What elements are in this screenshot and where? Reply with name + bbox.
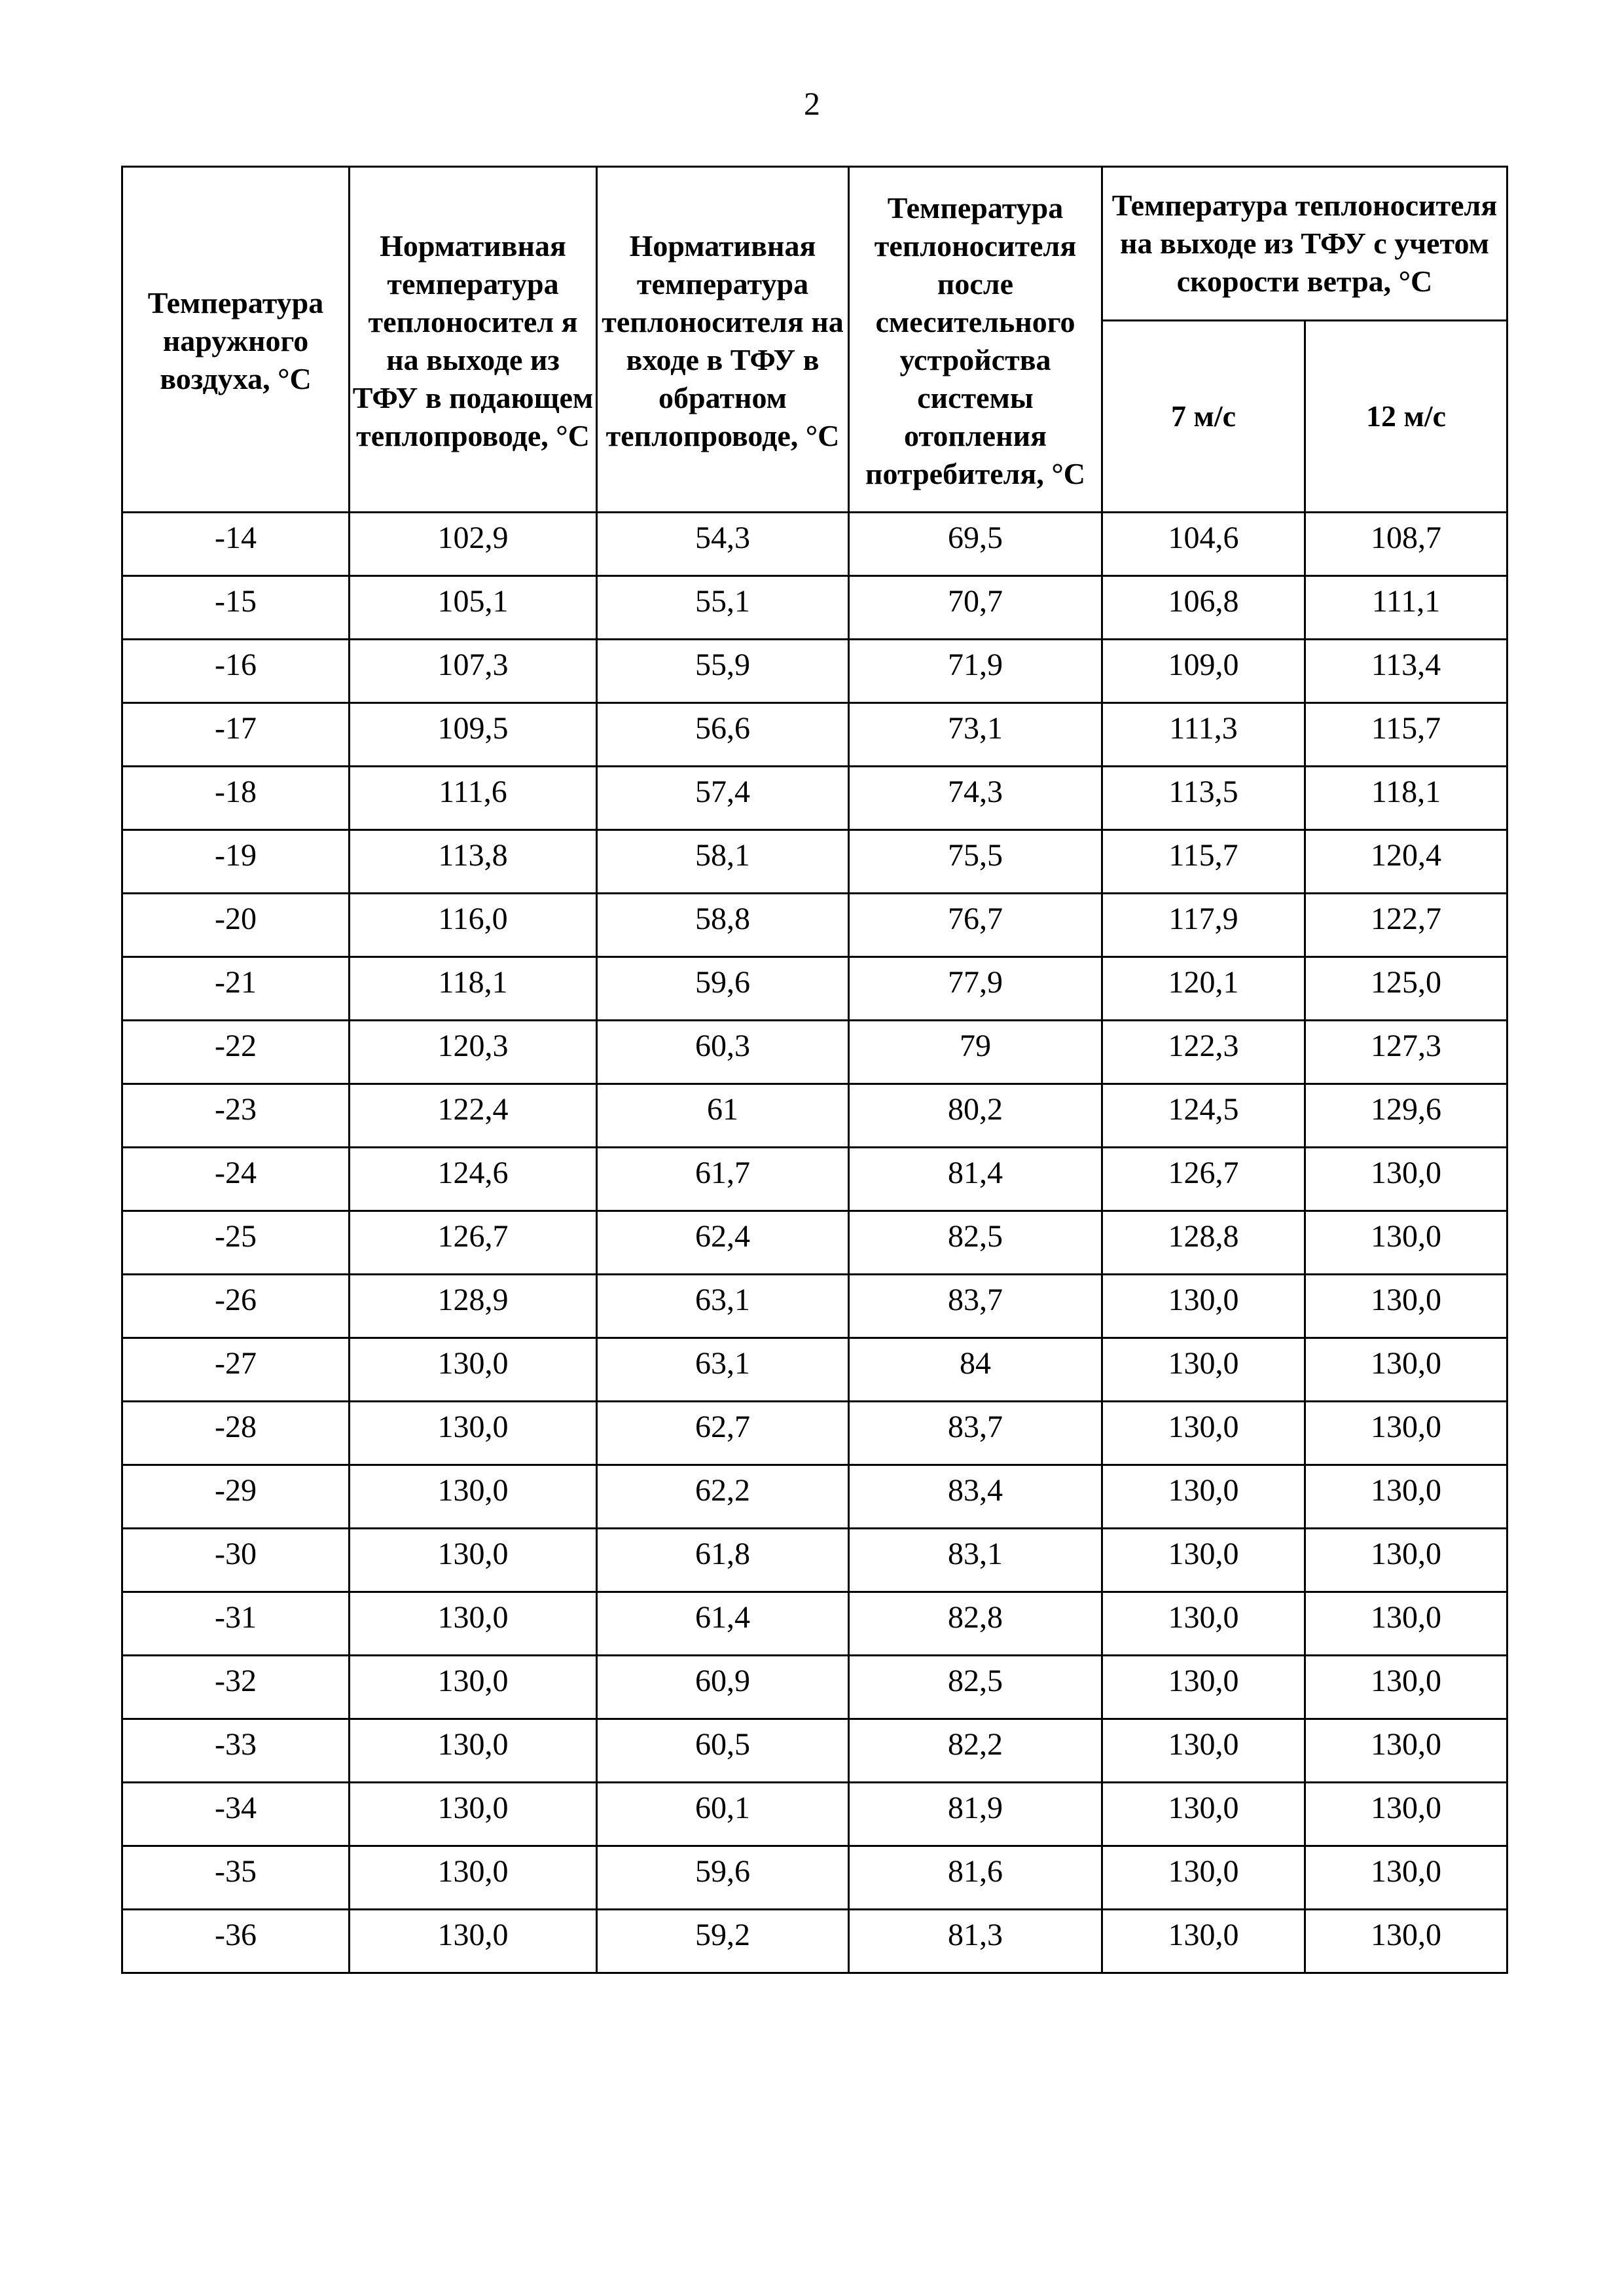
cell-supply-norm: 109,5 (350, 703, 597, 767)
page-number: 2 (804, 85, 820, 122)
cell-after-mixer: 75,5 (849, 830, 1102, 894)
table-row (122, 767, 1507, 830)
cell-return-norm: 55,9 (597, 640, 849, 703)
cell-wind-7: 115,7 (1102, 830, 1305, 894)
cell-outdoor-temp: -34 (122, 1783, 350, 1846)
table-row (122, 1275, 1507, 1338)
table-row (122, 1211, 1507, 1275)
cell-wind-7: 130,0 (1102, 1592, 1305, 1656)
cell-outdoor-temp: -32 (122, 1656, 350, 1719)
cell-wind-12: 130,0 (1305, 1529, 1507, 1592)
cell-after-mixer: 83,7 (849, 1275, 1102, 1338)
cell-supply-norm: 102,9 (350, 513, 597, 576)
cell-supply-norm: 126,7 (350, 1211, 597, 1275)
cell-return-norm: 59,6 (597, 957, 849, 1021)
cell-wind-7: 130,0 (1102, 1719, 1305, 1783)
cell-outdoor-temp: -31 (122, 1592, 350, 1656)
cell-return-norm: 57,4 (597, 767, 849, 830)
cell-outdoor-temp: -20 (122, 894, 350, 957)
cell-after-mixer: 82,5 (849, 1211, 1102, 1275)
cell-outdoor-temp: -15 (122, 576, 350, 640)
cell-return-norm: 60,5 (597, 1719, 849, 1783)
cell-wind-12: 130,0 (1305, 1402, 1507, 1465)
cell-wind-12: 130,0 (1305, 1656, 1507, 1719)
cell-outdoor-temp: -25 (122, 1211, 350, 1275)
cell-wind-7: 113,5 (1102, 767, 1305, 830)
cell-after-mixer: 79 (849, 1021, 1102, 1084)
table-row (122, 1783, 1507, 1846)
header-wind-7: 7 м/с (1102, 321, 1305, 513)
table-row (122, 1084, 1507, 1148)
cell-return-norm: 58,8 (597, 894, 849, 957)
cell-outdoor-temp: -19 (122, 830, 350, 894)
cell-supply-norm: 130,0 (350, 1783, 597, 1846)
cell-wind-7: 117,9 (1102, 894, 1305, 957)
cell-wind-7: 130,0 (1102, 1402, 1305, 1465)
header-return-norm: Нормативная температура теплоносителя на входе в ТФУ в обратном теплопроводе, °С (597, 167, 849, 513)
cell-wind-7: 126,7 (1102, 1148, 1305, 1211)
cell-after-mixer: 76,7 (849, 894, 1102, 957)
temperature-table (121, 166, 1508, 1974)
table-row (122, 1719, 1507, 1783)
cell-supply-norm: 124,6 (350, 1148, 597, 1211)
cell-supply-norm: 128,9 (350, 1275, 597, 1338)
cell-outdoor-temp: -24 (122, 1148, 350, 1211)
cell-wind-12: 130,0 (1305, 1592, 1507, 1656)
table-body (122, 513, 1507, 1973)
cell-wind-7: 130,0 (1102, 1529, 1305, 1592)
cell-outdoor-temp: -35 (122, 1846, 350, 1910)
cell-return-norm: 61,7 (597, 1148, 849, 1211)
cell-after-mixer: 83,1 (849, 1529, 1102, 1592)
cell-wind-7: 106,8 (1102, 576, 1305, 640)
cell-supply-norm: 116,0 (350, 894, 597, 957)
cell-wind-7: 120,1 (1102, 957, 1305, 1021)
cell-return-norm: 59,2 (597, 1910, 849, 1973)
cell-return-norm: 62,7 (597, 1402, 849, 1465)
cell-wind-12: 130,0 (1305, 1465, 1507, 1529)
table-row (122, 513, 1507, 576)
cell-wind-7: 130,0 (1102, 1910, 1305, 1973)
cell-wind-7: 111,3 (1102, 703, 1305, 767)
table-row (122, 830, 1507, 894)
cell-wind-12: 130,0 (1305, 1211, 1507, 1275)
cell-return-norm: 60,9 (597, 1656, 849, 1719)
cell-supply-norm: 113,8 (350, 830, 597, 894)
cell-return-norm: 61 (597, 1084, 849, 1148)
cell-wind-7: 130,0 (1102, 1656, 1305, 1719)
cell-outdoor-temp: -21 (122, 957, 350, 1021)
cell-wind-12: 118,1 (1305, 767, 1507, 830)
table-row (122, 640, 1507, 703)
cell-wind-7: 130,0 (1102, 1275, 1305, 1338)
cell-after-mixer: 69,5 (849, 513, 1102, 576)
cell-supply-norm: 111,6 (350, 767, 597, 830)
cell-supply-norm: 122,4 (350, 1084, 597, 1148)
cell-wind-7: 122,3 (1102, 1021, 1305, 1084)
cell-outdoor-temp: -23 (122, 1084, 350, 1148)
table-row (122, 1021, 1507, 1084)
cell-return-norm: 61,8 (597, 1529, 849, 1592)
cell-outdoor-temp: -27 (122, 1338, 350, 1402)
cell-outdoor-temp: -36 (122, 1910, 350, 1973)
cell-outdoor-temp: -17 (122, 703, 350, 767)
cell-after-mixer: 74,3 (849, 767, 1102, 830)
table-row (122, 1910, 1507, 1973)
cell-return-norm: 56,6 (597, 703, 849, 767)
cell-wind-7: 109,0 (1102, 640, 1305, 703)
cell-after-mixer: 80,2 (849, 1084, 1102, 1148)
cell-wind-12: 130,0 (1305, 1148, 1507, 1211)
cell-outdoor-temp: -29 (122, 1465, 350, 1529)
header-wind-12: 12 м/с (1305, 321, 1507, 513)
cell-supply-norm: 105,1 (350, 576, 597, 640)
cell-supply-norm: 130,0 (350, 1402, 597, 1465)
table-row (122, 1465, 1507, 1529)
cell-outdoor-temp: -30 (122, 1529, 350, 1592)
cell-supply-norm: 107,3 (350, 640, 597, 703)
cell-after-mixer: 82,2 (849, 1719, 1102, 1783)
cell-wind-7: 130,0 (1102, 1783, 1305, 1846)
cell-wind-7: 130,0 (1102, 1338, 1305, 1402)
table-row (122, 1529, 1507, 1592)
cell-after-mixer: 84 (849, 1338, 1102, 1402)
cell-wind-7: 124,5 (1102, 1084, 1305, 1148)
cell-return-norm: 60,1 (597, 1783, 849, 1846)
cell-return-norm: 54,3 (597, 513, 849, 576)
table-row (122, 1338, 1507, 1402)
cell-after-mixer: 73,1 (849, 703, 1102, 767)
cell-return-norm: 63,1 (597, 1275, 849, 1338)
cell-supply-norm: 130,0 (350, 1719, 597, 1783)
cell-supply-norm: 130,0 (350, 1910, 597, 1973)
cell-wind-12: 120,4 (1305, 830, 1507, 894)
cell-wind-12: 115,7 (1305, 703, 1507, 767)
cell-wind-12: 113,4 (1305, 640, 1507, 703)
table-row (122, 703, 1507, 767)
table-row (122, 576, 1507, 640)
cell-after-mixer: 71,9 (849, 640, 1102, 703)
cell-after-mixer: 82,5 (849, 1656, 1102, 1719)
cell-supply-norm: 130,0 (350, 1592, 597, 1656)
cell-outdoor-temp: -16 (122, 640, 350, 703)
cell-after-mixer: 70,7 (849, 576, 1102, 640)
cell-return-norm: 62,4 (597, 1211, 849, 1275)
cell-wind-12: 127,3 (1305, 1021, 1507, 1084)
cell-after-mixer: 83,4 (849, 1465, 1102, 1529)
cell-supply-norm: 130,0 (350, 1338, 597, 1402)
cell-supply-norm: 130,0 (350, 1465, 597, 1529)
cell-after-mixer: 81,9 (849, 1783, 1102, 1846)
cell-after-mixer: 77,9 (849, 957, 1102, 1021)
cell-outdoor-temp: -26 (122, 1275, 350, 1338)
table-row (122, 1592, 1507, 1656)
cell-wind-12: 130,0 (1305, 1783, 1507, 1846)
cell-supply-norm: 118,1 (350, 957, 597, 1021)
cell-wind-12: 111,1 (1305, 576, 1507, 640)
cell-wind-7: 130,0 (1102, 1846, 1305, 1910)
table-row (122, 1148, 1507, 1211)
cell-supply-norm: 130,0 (350, 1656, 597, 1719)
cell-after-mixer: 81,6 (849, 1846, 1102, 1910)
cell-return-norm: 63,1 (597, 1338, 849, 1402)
cell-wind-12: 122,7 (1305, 894, 1507, 957)
cell-outdoor-temp: -14 (122, 513, 350, 576)
cell-after-mixer: 81,3 (849, 1910, 1102, 1973)
cell-return-norm: 61,4 (597, 1592, 849, 1656)
cell-wind-12: 125,0 (1305, 957, 1507, 1021)
cell-wind-12: 129,6 (1305, 1084, 1507, 1148)
cell-supply-norm: 130,0 (350, 1529, 597, 1592)
cell-wind-7: 130,0 (1102, 1465, 1305, 1529)
cell-after-mixer: 83,7 (849, 1402, 1102, 1465)
cell-return-norm: 55,1 (597, 576, 849, 640)
table-row (122, 1402, 1507, 1465)
cell-return-norm: 58,1 (597, 830, 849, 894)
cell-return-norm: 60,3 (597, 1021, 849, 1084)
cell-after-mixer: 81,4 (849, 1148, 1102, 1211)
cell-supply-norm: 130,0 (350, 1846, 597, 1910)
cell-outdoor-temp: -18 (122, 767, 350, 830)
cell-return-norm: 59,6 (597, 1846, 849, 1910)
cell-outdoor-temp: -33 (122, 1719, 350, 1783)
header-row (122, 167, 1507, 321)
header-supply-norm: Нормативная температура теплоносител я на выходе из ТФУ в подающем теплопроводе, °С (350, 167, 597, 513)
cell-wind-7: 128,8 (1102, 1211, 1305, 1275)
cell-outdoor-temp: -22 (122, 1021, 350, 1084)
header-after-mixer: Температура теплоносителя после смесительного устройства системы отопления потребителя, °С (849, 167, 1102, 513)
cell-wind-7: 104,6 (1102, 513, 1305, 576)
cell-wind-12: 130,0 (1305, 1719, 1507, 1783)
table-row (122, 894, 1507, 957)
cell-outdoor-temp: -28 (122, 1402, 350, 1465)
cell-wind-12: 130,0 (1305, 1910, 1507, 1973)
cell-supply-norm: 120,3 (350, 1021, 597, 1084)
cell-wind-12: 108,7 (1305, 513, 1507, 576)
header-outdoor-temp: Температура наружного воздуха, °С (122, 167, 350, 513)
cell-wind-12: 130,0 (1305, 1846, 1507, 1910)
table-row (122, 957, 1507, 1021)
cell-after-mixer: 82,8 (849, 1592, 1102, 1656)
cell-wind-12: 130,0 (1305, 1338, 1507, 1402)
cell-return-norm: 62,2 (597, 1465, 849, 1529)
cell-wind-12: 130,0 (1305, 1275, 1507, 1338)
table-row (122, 1656, 1507, 1719)
header-wind-group: Температура теплоносителя на выходе из ТФУ с учетом скорости ветра, °С (1102, 167, 1507, 321)
table-row (122, 1846, 1507, 1910)
